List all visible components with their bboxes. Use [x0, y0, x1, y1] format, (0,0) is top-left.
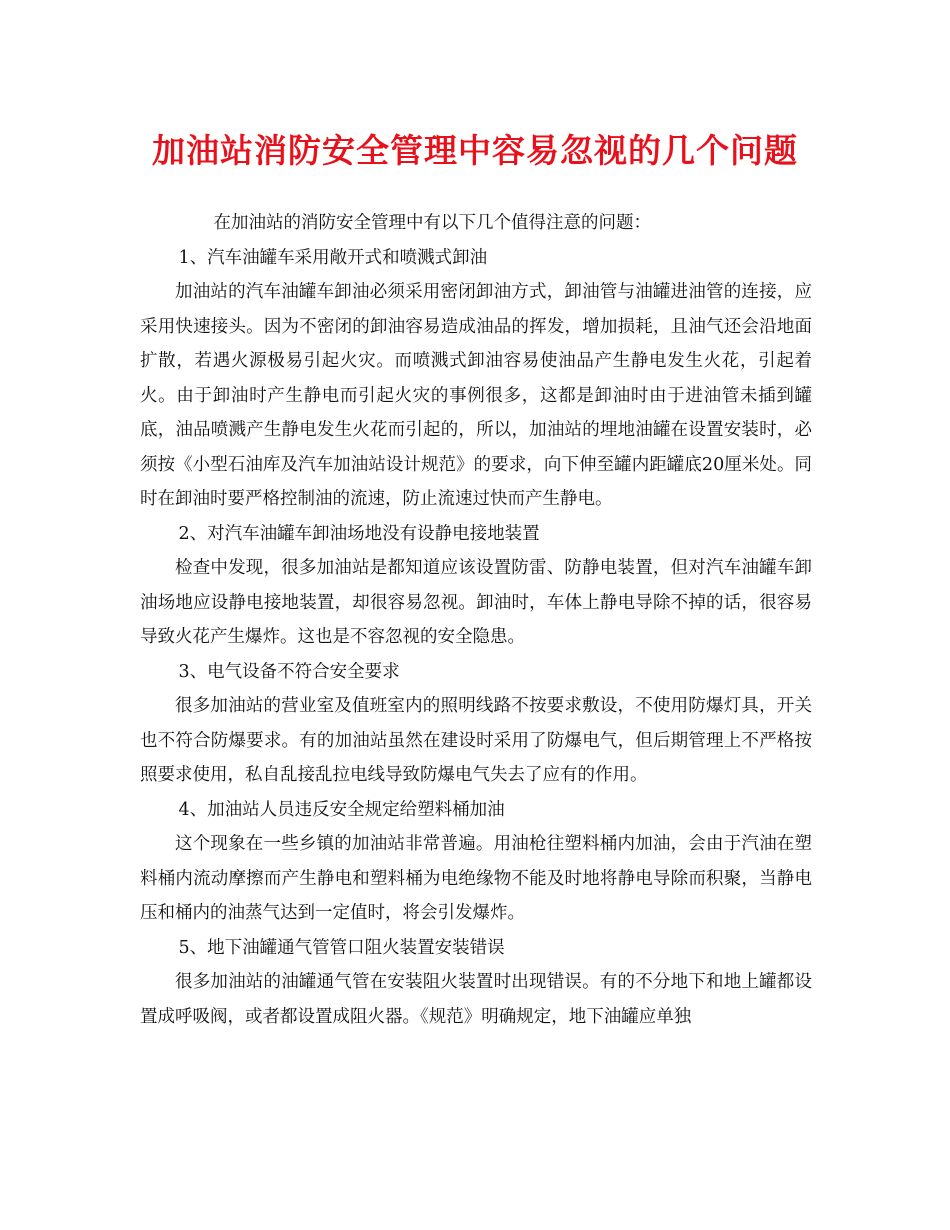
section-paragraph-4: 这个现象在一些乡镇的加油站非常普遍。用油枪往塑料桶内加油，会由于汽油在塑料桶内流动摩擦而产生静电和塑料桶为电绝缘物不能及时地将静电导除而积聚，当静电压和桶内的油蒸气达到一定值时，将会引发爆炸。 — [140, 834, 812, 923]
section-paragraph-2: 检查中发现，很多加油站是都知道应该设置防雷、防静电装置，但对汽车油罐车卸油场地应设静电接地装置，却很容易忽视。卸油时，车体上静电导除不掉的话，很容易导致火花产生爆炸。这也是不容忽视的安全隐患。 — [140, 558, 812, 647]
document-title: 加油站消防安全管理中容易忽视的几个问题 — [152, 131, 798, 170]
section-heading-1: 1、汽车油罐车采用敞开式和喷溅式卸油 — [178, 247, 488, 268]
section-heading-2: 2、对汽车油罐车卸油场地没有设静电接地装置 — [178, 523, 540, 544]
document-body — [140, 206, 812, 1034]
section-heading-5: 5、地下油罐通气管管口阻火装置安装错误 — [178, 937, 505, 958]
intro-paragraph: 在加油站的消防安全管理中有以下几个值得注意的问题： — [213, 213, 651, 233]
section-paragraph-1: 加油站的汽车油罐车卸油必须采用密闭卸油方式，卸油管与油罐进油管的连接，应采用快速接头。因为不密闭的卸油容易造成油品的挥发，增加损耗，且油气还会沿地面扩散，若遇火源极易引起火灾。而喷溅式卸油容易使油品产生静电发生火花，引起着火。由于卸油时产生静电而引起火灾的事例很多，这都是卸油时由于进油管未插到罐底，油品喷溅产生静电发生火花而引起的，所以，加油站的埋地油罐在设置安装时，必须按《小型石油库及汽车加油站设计规范》的要求，向下伸至罐内距罐底20厘米处。同时在卸油时要严格控制油的流速，防止流速过快而产生静电。 — [140, 282, 812, 509]
section-paragraph-3: 很多加油站的营业室及值班室内的照明线路不按要求敷设，不使用防爆灯具，开关也不符合防爆要求。有的加油站虽然在建设时采用了防爆电气，但后期管理上不严格按照要求使用，私自乱接乱拉电线导致防爆电气失去了应有的作用。 — [140, 696, 812, 785]
section-heading-4: 4、加油站人员违反安全规定给塑料桶加油 — [178, 799, 505, 820]
section-paragraph-5: 很多加油站的油罐通气管在安装阻火装置时出现错误。有的不分地下和地上罐都设置成呼吸阀，或者都设置成阻火器。《规范》明确规定，地下油罐应单独 — [140, 972, 812, 1027]
section-heading-3: 3、电气设备不符合安全要求 — [178, 661, 400, 682]
